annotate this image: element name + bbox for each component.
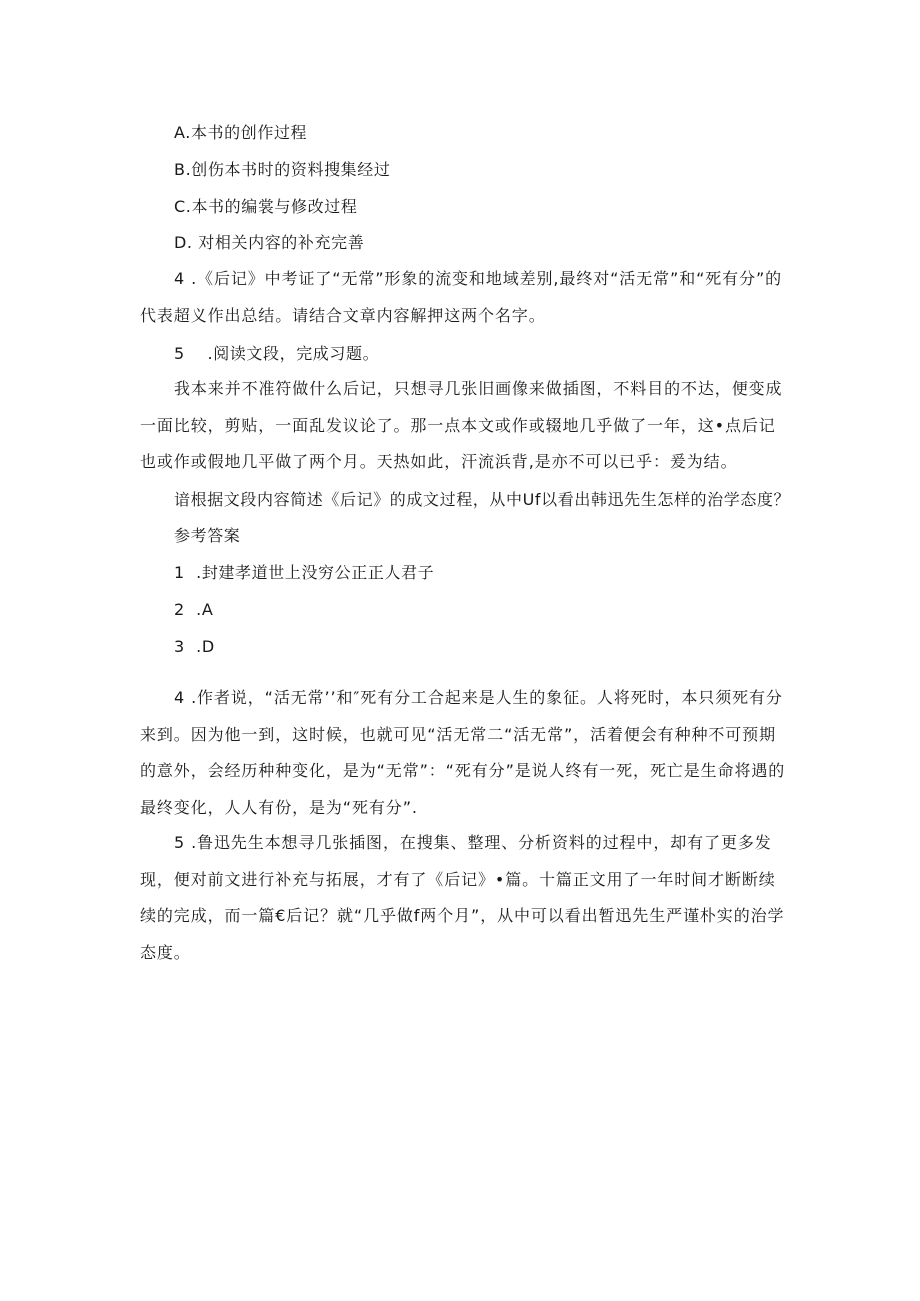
option-a: A.本书的创作过程 xyxy=(174,123,308,142)
answer-1: 1 .封建孝道世上没穷公正正人君子 xyxy=(174,563,435,582)
question-5-passage: 我本来并不准符做什么后记，只想寻几张旧画像来做插图，不料目的不达，便变成一面比较，剪贴，一面乱发议论了。那一点本文或作或辍地几乎做了一年，这•点后记也或作或假地几平做了两个月。天热如此，汗流浜背,是亦不可以已乎：爰为结。 xyxy=(140,379,783,471)
answer-2: 2 .A xyxy=(174,600,214,619)
option-b: B.创伤本书时的资料搜集经过 xyxy=(174,160,391,179)
option-d: D. 对相关内容的补充完善 xyxy=(174,233,365,252)
question-5-prompt: 谙根据文段内容简述《后记》的成文过程，从中Uf以看出韩迅先生怎样的治学态度？ xyxy=(174,490,791,509)
answer-3: 3 .D xyxy=(174,637,215,656)
answer-5: 5 .鲁迅先生本想寻几张插图，在搜集、整理、分析资料的过程中，却有了更多发现，便对前文进行补充与拓展，才有了《后记》•篇。十篇正文用了一年时间才断断续续的完成，而一篇€后记？就“几乎做f两个月”，从中可以看出暂迅先生严谨朴实的治学态度。 xyxy=(140,833,785,962)
question-5-heading: 5 .阅读文段，完成习题。 xyxy=(174,344,380,363)
question-4: 4 .《后记》中考证了“无常”形象的流变和地域差别,最终对“活无常”和“死有分”的代表超义作出总结。请结合文章内容解押这两个名字。 xyxy=(140,269,783,325)
answers-heading: 参考答案 xyxy=(174,526,241,545)
answer-4: 4 .作者说，“活无常’’和″死有分工合起来是人生的象征。人将死时，本只须死有分来到。因为他一到，这时候，也就可见“活无常二“活无常”，活着便会有种种不可预期的意外，会经历种种变化，是为“无常”：“死有分”是说人终有一死，死亡是生命将遇的最终变化，人人有份，是为“死有分”. xyxy=(140,688,786,817)
option-c: C.本书的编裳与修改过程 xyxy=(174,197,358,216)
